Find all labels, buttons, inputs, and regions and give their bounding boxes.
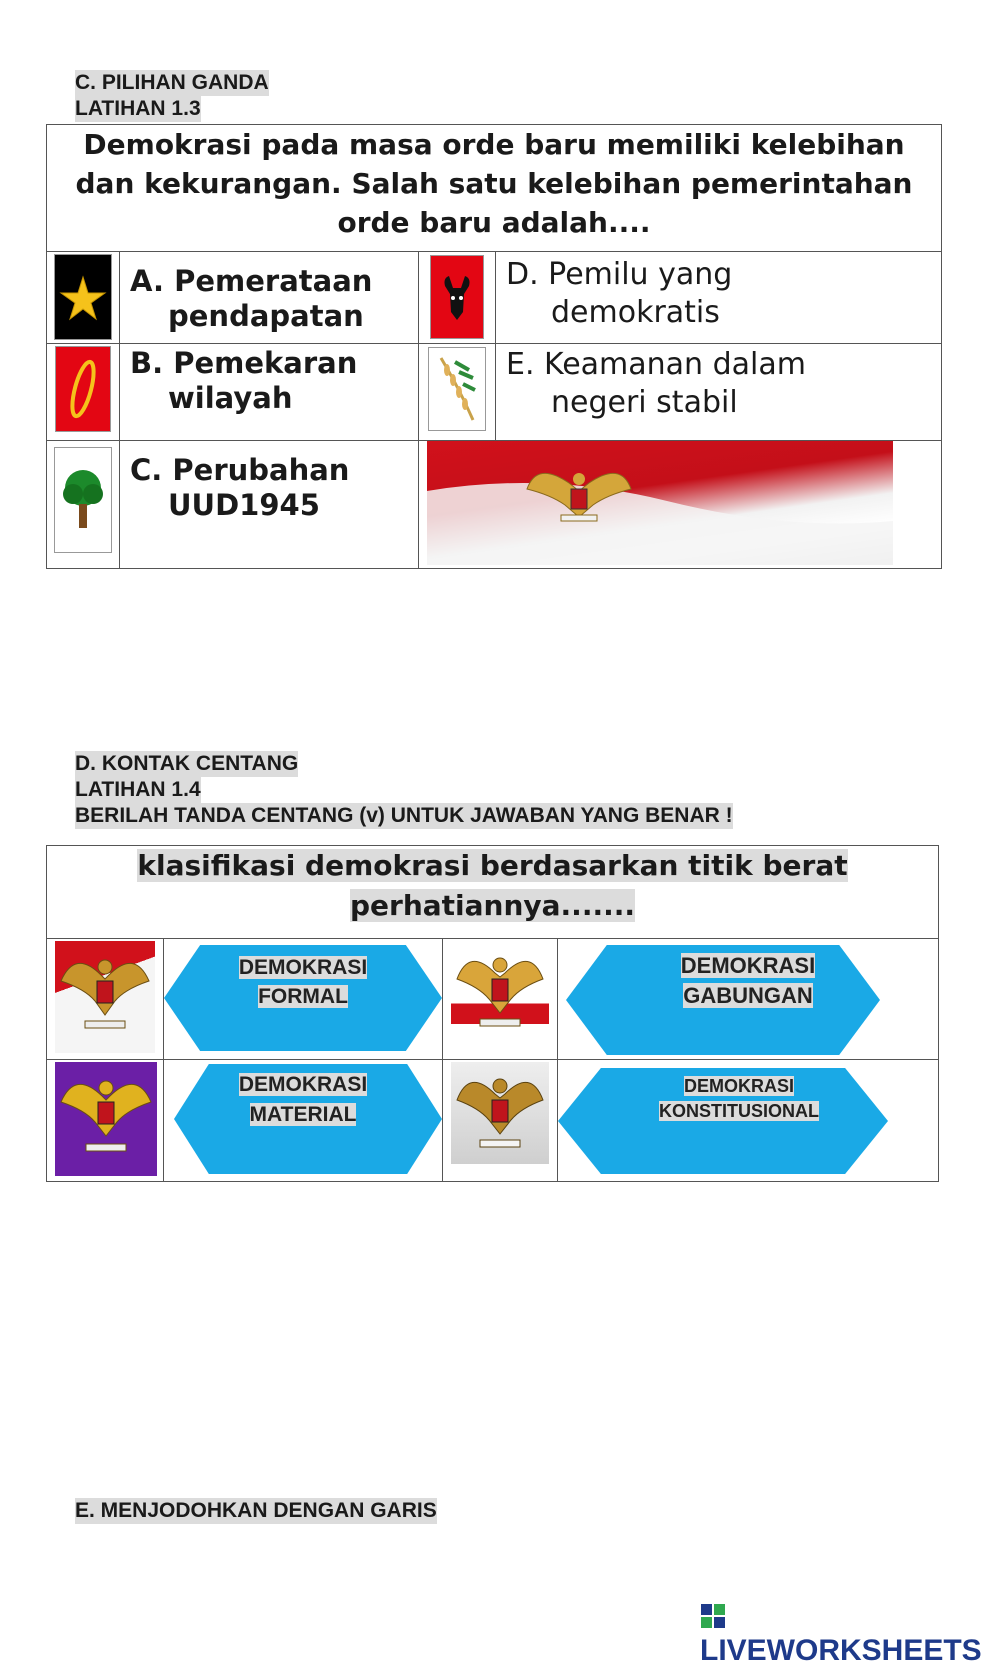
option-d[interactable]: D. Pemilu yang demokratis [496, 252, 942, 344]
star-icon [54, 254, 112, 340]
choice-konstitusional-label: DEMOKRASI KONSTITUSIONAL [659, 1076, 819, 1121]
option-d-icon-cell[interactable] [419, 252, 496, 344]
section-d-sub: LATIHAN 1.4 [75, 778, 201, 801]
choice-gabungan-label: DEMOKRASI GABUNGAN [680, 953, 816, 1008]
rice-cotton-icon [428, 347, 486, 431]
option-e[interactable]: E. Keamanan dalam negeri stabil [496, 344, 942, 441]
multiple-choice-table [46, 124, 942, 569]
section-e-heading: E. MENJODOHKAN DENGAN GARIS [75, 1499, 437, 1522]
question-text: Demokrasi pada masa orde baru memiliki kelebihan dan kekurangan. Salah satu kelebihan pemerintahan orde baru adalah.... [47, 125, 942, 252]
choice-konstitusional-cell[interactable] [558, 1060, 939, 1182]
liveworksheets-logo: LIVEWORKSHEETS [700, 1600, 1000, 1668]
option-a[interactable]: A. Pemerataan pendapatan [120, 252, 419, 344]
garuda-emblem-icon [451, 941, 549, 1045]
garuda-emblem-icon [55, 1062, 157, 1176]
q2-question: klasifikasi demokrasi berdasarkan titik berat perhatiannya....... [47, 846, 939, 939]
option-b-icon-cell[interactable] [47, 344, 120, 441]
garuda-cell-1[interactable] [47, 939, 164, 1060]
section-d-instruction: BERILAH TANDA CENTANG (v) UNTUK JAWABAN YANG BENAR ! [75, 804, 733, 827]
banyan-tree-icon [54, 447, 112, 553]
bull-head-icon [430, 255, 484, 339]
choice-material-label: DEMOKRASI MATERIAL [238, 1073, 368, 1126]
garuda-cell-3[interactable] [47, 1060, 164, 1182]
option-c[interactable]: C. Perubahan UUD1945 [120, 441, 419, 569]
section-d-heading: D. KONTAK CENTANG [75, 752, 299, 775]
chain-icon [55, 346, 111, 432]
garuda-cell-2[interactable] [443, 939, 558, 1060]
choice-material-cell[interactable] [164, 1060, 443, 1182]
section-c-heading: C. PILIHAN GANDA [75, 71, 269, 94]
checkbox-table [46, 845, 939, 1182]
choice-formal-label: DEMOKRASI FORMAL [238, 956, 368, 1008]
choice-gabungan-cell[interactable] [558, 939, 939, 1060]
flag-garuda-image-cell [419, 441, 942, 569]
option-a-icon-cell[interactable] [47, 252, 120, 344]
liveworksheets-icon [700, 1603, 726, 1629]
section-c-sub: LATIHAN 1.3 [75, 97, 201, 120]
garuda-emblem-icon [451, 1062, 549, 1164]
garuda-emblem-icon [55, 941, 155, 1053]
flag-garuda-image [427, 441, 893, 565]
option-b[interactable]: B. Pemekaran wilayah [120, 344, 419, 441]
option-e-icon-cell[interactable] [419, 344, 496, 441]
choice-formal-cell[interactable] [164, 939, 443, 1060]
option-c-icon-cell[interactable] [47, 441, 120, 569]
